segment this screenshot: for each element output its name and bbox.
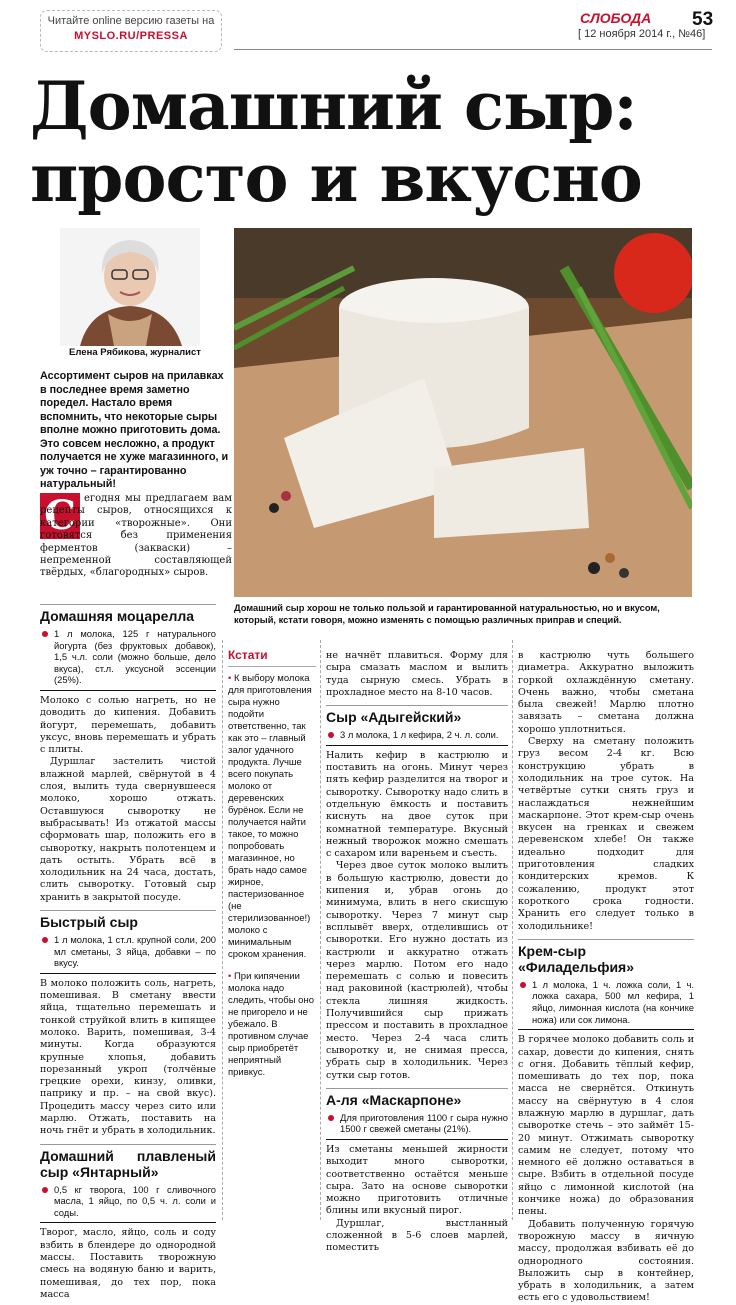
recipe-text: Творог, масло, яйцо, соль и соду взбить в блендере до однородной массы. Поставить творожную смесь на водяную баню и варить, помешивая, до тех пор, пока масса: [40, 1227, 216, 1300]
recipe-title-mozzarella: Домашняя моцарелла: [40, 604, 216, 624]
sidebar-tip: • К выбору молока для приготовления сыра нужно подойти ответственно, так как это – главный залог удачного продукта. Лучше всего покупать молоко от деревенских бурёнок. Если не получается найти такое, то можно попробовать магазинное, но брать надо самое жирное, пастеризованное (не стерилизованное!) молоко с минимальным сроком хранения.: [228, 673, 312, 960]
column-3: [326, 650, 508, 1255]
recipe-text: Молоко с солью нагреть, но не доводить до кипения. Добавить йогурт, перемешать, добавить уксус, вновь перемешать и убрать с плиты.: [40, 694, 216, 756]
recipe-title-mascarpone: А-ля «Маскарпоне»: [326, 1088, 508, 1108]
issue-date: [ 12 ноября 2014 г., №46]: [578, 28, 706, 40]
author-portrait: [60, 228, 200, 346]
article-lead: Ассортимент сыров на прилавках в последнее время заметно поредел. Настало время вспомнить, что некоторые сыры вполне можно приготовить дома. Это совсем несложно, а продукт получается не хуже магазинного, и уж точно – гарантированно натуральный!: [40, 370, 229, 490]
recipe-title-processed-cheese: Домашний плавленый сыр «Янтарный»: [40, 1144, 216, 1180]
tip-text: При кипячении молока надо следить, чтобы оно не пригорело и не убежало. В противном случае сыр приобретёт неприятный привкус.: [228, 971, 314, 1078]
recipe-text: Из сметаны меньшей жирности выходит много сыворотки, соответственно остаётся меньше сыра. Зато на основе сыворотки можно приготовить отличные блины или вкусный пирог.: [326, 1143, 508, 1217]
column-divider: [222, 640, 223, 1220]
cheese-photo: [234, 228, 692, 597]
recipe-text: Добавить полученную горячую творожную массу в яичную массу, продолжая взбивать её до однородного состояния. Выложить сыр в контейнер, убрать в холодильник, а затем есть его с удовольствием!: [518, 1218, 694, 1304]
author-caption: Елена Рябикова, журналист: [69, 347, 201, 358]
column-1: [40, 604, 216, 1301]
recipe-text: Дуршлаг застелить чистой влажной марлей, свёрнутой в 4 слоя, вылить туда свернувшееся молоко, хорошо отжать. Оставшуюся сыворотку не выбрасывать! Из отжатой массы сформовать шар, положить его в сыворотку, накрыть полотенцем и дать остыть. Убрать всё в холодильник на 24 часа, достать, слить сыворотку. Готовый сыр хранить в закрытой посуде.: [40, 756, 216, 903]
header-divider: [234, 49, 712, 50]
recipe-text: Налить кефир в кастрюлю и поставить на огонь. Минут через пять кефир разделится на творог и сыворотку. Сыворотку надо слить в отдельную ёмкость и поставить киснуть на двое суток при комнатной температуре. Вкусный нежный творожок можно смешать с сахаром или вареньем и съесть.: [326, 749, 508, 860]
recipe-ingredients: 1 л молока, 1 ч. ложка соли, 1 ч. ложка сахара, 500 мл кефира, 1 яйцо, лимонная кислота (на кончике ножа) или сок лимона.: [518, 979, 694, 1030]
promo-text: Читайте online версию газеты на: [47, 15, 215, 27]
page-number: 53: [692, 9, 714, 30]
recipe-title-philadelphia: Крем-сыр «Филадельфия»: [518, 939, 694, 975]
recipe-ingredients: 1 л молока, 125 г натурального йогурта (без фруктовых добавок), 1,5 ч.л. соли (можно больше, дело вкуса), ст.л. уксусной эссенции (25%).: [40, 628, 216, 691]
recipe-text: В горячее молоко добавить соль и сахар, довести до кипения, снять с огня. Добавить тёплый кефир, помешивать до тех пор, пока масса не свернётся. Откинуть массу на свёрнутую в 4 слоя влажную марлю в дуршлаг, дать сыворотке стечь – это займёт 15-20 минут. Отжимать сыворотку самим не следует, потому что немного её должно оставаться в сыре. Взбить в отдельной посуде яйцо с лимонной кислотой (на кончике ножа) до образования пены.: [518, 1034, 694, 1218]
recipe-text: не начнёт плавиться. Форму для сыра смазать маслом и вылить туда сырную смесь. Убрать в прохладное место на 8-10 часов.: [326, 650, 508, 698]
online-version-promo[interactable]: [40, 10, 222, 52]
sidebar-title: Кстати: [228, 648, 268, 662]
recipe-ingredients: 1 л молока, 1 ст.л. крупной соли, 200 мл сметаны, 3 яйца, добавки – по вкусу.: [40, 934, 216, 974]
recipe-title-adyghe: Сыр «Адыгейский»: [326, 705, 508, 725]
recipe-text: Через двое суток молоко вылить в большую кастрюлю, довести до кипения и, убрав огонь до минимума, влить в него скисшую сыворотку. Через 7 минут сыр всплывёт вверх, отделившись от сыворотки. Его нужно достать из кастрюли и аккуратно отжать через марлю. Потом его надо перемешать с солью и повесить над раковиной (кастрюлей), чтобы стекла лишняя жидкость. Получившийся сыр прижать прессом и поставить в прохладное место. Через 2-4 часа слить сыворотку и, не снимая пресса, убрать сыр в холодильник. Через сутки сыр готов.: [326, 860, 508, 1081]
recipe-ingredients: 0,5 кг творога, 100 г сливочного масла, 1 яйцо, по 0,5 ч. л. соли и соды.: [40, 1184, 216, 1224]
recipe-text: в кастрюлю чуть большего диаметра. Аккуратно выложить горкой охлаждённую сметану. Очень важно, чтобы сметана была свежей! Марлю плотно завязать – сметана должна хорошо уплотниться.: [518, 650, 694, 735]
tip-text: К выбору молока для приготовления сыра нужно подойти ответственно, так как это – главный залог удачного продукта. Лучше всего покупать молоко от деревенских бурёнок. Если не получается найти такое, то можно попробовать магазинное, но брать надо самое жирное, пастеризованное (не стерилизованное!) молоко с минимальным сроком хранения.: [228, 673, 312, 960]
recipe-title-quick-cheese: Быстрый сыр: [40, 910, 216, 930]
recipe-ingredients: 3 л молока, 1 л кефира, 2 ч. л. соли.: [326, 729, 508, 746]
sidebar-ktati: [228, 648, 316, 1079]
headline-line-1: Домашний сыр:: [30, 67, 637, 145]
recipe-text: Сверху на сметану положить груз весом 2-4 кг. Всю конструкцию убрать в холодильник на трое суток. На четвёртые сутки снять груз и наслаждаться нежнейшим маскарпоне. Этот крем-сыр очень вкусен на гренках и свежем деревенском хлебе! Он также идеально подходит для приготовления сладких кондитерских кремов. К сожалению, продукт этот короткого срока годности. Хранить его следует только в холодильнике!: [518, 736, 694, 932]
recipe-text: В молоко положить соль, нагреть, помешивая. В сметану ввести яйца, тщательно перемешать и тонкой струйкой влить в кипящее молоко. Варить, помешивая, 3-4 минуты. Когда образуются крупные хлопья, добавить порезанный укроп (толчёные грецкие орехи, кинзу, оливки, паприку и пр. – на свой вкус). Процедить массу через сито или марлю. Отжать, поставить на ночь гнёт и убрать в холодильник.: [40, 977, 216, 1137]
newspaper-brand: СЛОБОДА: [580, 10, 652, 26]
article-headline: [30, 67, 720, 217]
promo-link[interactable]: MYSLO.RU/PRESSA: [74, 30, 188, 42]
intro-paragraph: егодня мы предлагаем вам рецепты сыров, относящихся к категории «творожные». Они готовятся без применения ферментов (закваски) – непременной составляющей твёрдых, «благородных» сыров.: [40, 493, 232, 579]
column-divider: [320, 640, 321, 1220]
recipe-text: Дуршлаг, выстланный сложенной в 5-6 слоев марлей, поместить: [326, 1217, 508, 1254]
recipe-ingredients: Для приготовления 1100 г сыра нужно 1500 г свежей сметаны (21%).: [326, 1112, 508, 1140]
column-4: [518, 650, 694, 1305]
headline-line-2: просто и вкусно: [30, 139, 642, 217]
photo-caption: Домашний сыр хорош не только пользой и гарантированной натуральностью, но и вкусом, который, кстати говоря, можно изменять с помощью различных приправ и специй.: [234, 603, 660, 625]
drop-cap: С: [40, 493, 80, 539]
sidebar-tip: • При кипячении молока надо следить, чтобы оно не пригорело и не убежало. В противном случае сыр приобретёт неприятный привкус.: [228, 971, 314, 1078]
column-divider: [512, 640, 513, 1220]
